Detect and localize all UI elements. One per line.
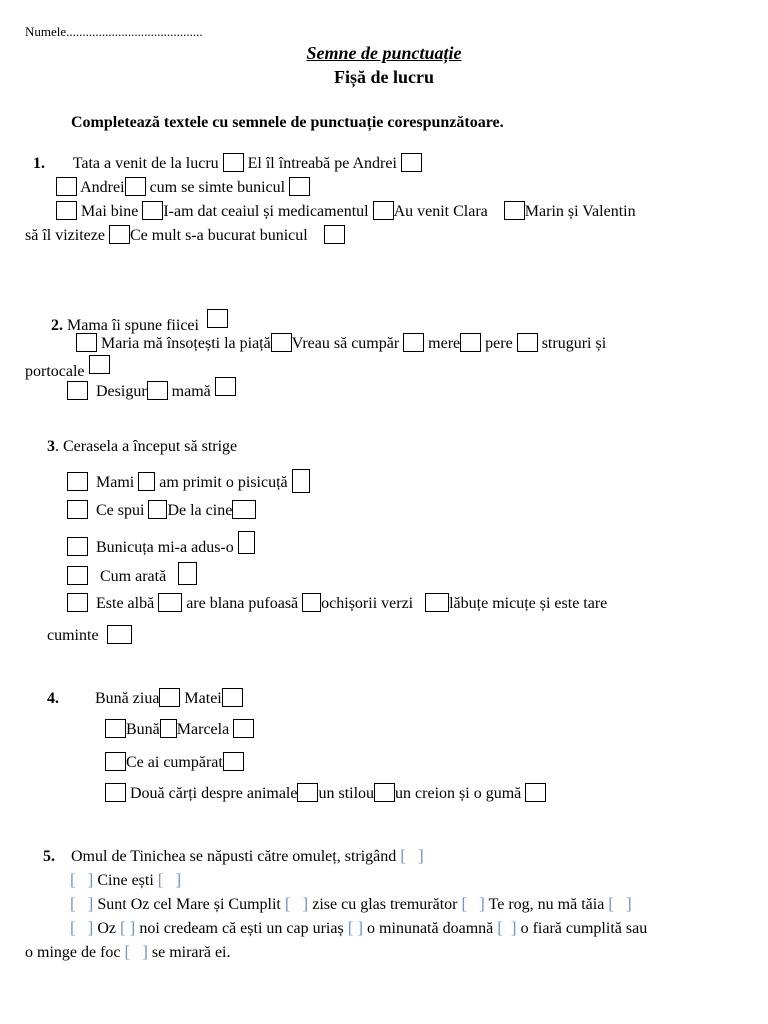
- answer-box[interactable]: [107, 625, 132, 644]
- sentence-text: cuminte: [47, 627, 99, 644]
- exercise-5-line-3: [70, 894, 632, 915]
- answer-box[interactable]: [147, 381, 168, 400]
- answer-bracket-open[interactable]: [: [284, 894, 291, 913]
- answer-box[interactable]: [223, 752, 244, 771]
- answer-box[interactable]: [105, 752, 126, 771]
- answer-box[interactable]: [67, 500, 88, 519]
- sentence-text: mamă: [171, 383, 211, 400]
- answer-box[interactable]: [271, 333, 292, 352]
- answer-box[interactable]: [517, 333, 538, 352]
- exercise-3-line-3: [67, 500, 256, 521]
- sentence-text: pere: [485, 335, 513, 352]
- sentence-text: Ce mult s-a bucurat bunicul: [129, 227, 308, 244]
- answer-box[interactable]: [148, 500, 167, 519]
- answer-box[interactable]: [302, 593, 321, 612]
- answer-box[interactable]: [403, 333, 424, 352]
- answer-box[interactable]: [138, 472, 155, 491]
- exercise-5-line-2: [70, 870, 181, 891]
- answer-bracket-open[interactable]: [: [120, 918, 126, 937]
- answer-box[interactable]: [373, 201, 394, 220]
- exercise-number: 3: [47, 438, 55, 455]
- sentence-text: Mai bine: [81, 203, 139, 220]
- sentence-text: . Cerasela a început să strige: [55, 438, 238, 455]
- sentence-text: Marcela: [176, 721, 230, 738]
- sentence-text: Andrei: [80, 179, 125, 196]
- sentence-text: cum se simte bunicul: [149, 179, 286, 196]
- exercise-5-line-5: [25, 942, 231, 963]
- answer-box[interactable]: [223, 153, 244, 172]
- answer-bracket-open[interactable]: [: [124, 942, 131, 961]
- sentence-text: Mama îi spune fiicei: [67, 317, 199, 334]
- answer-box[interactable]: [374, 783, 395, 802]
- sentence-text: Te rog, nu mă tăia: [488, 896, 605, 913]
- exercise-2-line-2: [76, 333, 606, 354]
- answer-box[interactable]: [105, 719, 126, 738]
- sentence-text: El îl întreabă pe Andrei: [247, 155, 397, 172]
- answer-bracket-open[interactable]: [: [157, 870, 164, 889]
- answer-box[interactable]: [460, 333, 481, 352]
- answer-box[interactable]: [67, 381, 88, 400]
- sentence-text: o fiară cumplită sau: [520, 920, 648, 937]
- sentence-text: lăbuțe micuțe și este tare: [449, 595, 608, 612]
- sentence-text: mere: [428, 335, 461, 352]
- answer-bracket-close[interactable]: ]: [357, 918, 364, 937]
- exercise-4-line-1: [47, 688, 243, 709]
- answer-bracket-close[interactable]: ]: [175, 870, 182, 889]
- sentence-text: Oz: [97, 920, 116, 937]
- answer-bracket-close[interactable]: ]: [142, 942, 148, 961]
- sentence-text: am primit o pisicuță: [159, 474, 288, 491]
- answer-box[interactable]: [232, 500, 256, 519]
- exercise-3-line-5: [67, 562, 197, 587]
- exercise-4-line-2: [105, 719, 254, 740]
- answer-box[interactable]: [292, 469, 310, 493]
- answer-box[interactable]: [56, 201, 77, 220]
- answer-bracket-open[interactable]: [: [70, 894, 76, 913]
- answer-box[interactable]: [67, 472, 88, 491]
- sentence-text: I-am dat ceaiul și medicamentul: [163, 203, 369, 220]
- name-field-label: Numele..........................................: [25, 24, 203, 39]
- sentence-text: Cine ești: [97, 872, 154, 889]
- answer-bracket-open[interactable]: [: [347, 918, 354, 937]
- sentence-text: să îl viziteze: [25, 227, 105, 244]
- answer-bracket-open[interactable]: [: [70, 870, 76, 889]
- answer-bracket-close[interactable]: ]: [87, 918, 94, 937]
- sentence-text: Bună: [126, 721, 160, 738]
- sentence-text: Matei: [184, 690, 222, 707]
- answer-bracket-close[interactable]: ]: [510, 918, 517, 937]
- document-title: Semne de punctuație: [306, 43, 462, 63]
- exercise-number: 2.: [51, 317, 63, 334]
- answer-bracket-close[interactable]: ]: [625, 894, 632, 913]
- sentence-text: o minge de foc: [25, 944, 121, 961]
- sentence-text: Au venit Clara: [393, 203, 488, 220]
- answer-box[interactable]: [67, 566, 88, 585]
- answer-bracket-close[interactable]: ]: [87, 870, 94, 889]
- answer-bracket-close[interactable]: ]: [302, 894, 309, 913]
- sentence-text: ochișorii verzi: [321, 595, 414, 612]
- answer-box[interactable]: [178, 562, 197, 585]
- exercise-1-line-2: [56, 177, 310, 198]
- answer-box[interactable]: [142, 201, 163, 220]
- sentence-text: Omul de Tinichea se năpusti către omuleț, strigând: [71, 848, 397, 865]
- document-subtitle: Fișă de lucru: [333, 67, 434, 87]
- sentence-text: Marin și Valentin: [524, 203, 636, 220]
- answer-box[interactable]: [109, 225, 130, 244]
- sentence-text: o minunată doamnă: [367, 920, 494, 937]
- exercise-3-line-6: [67, 593, 607, 614]
- sentence-text: Ce spui: [96, 502, 145, 519]
- answer-bracket-open[interactable]: [: [461, 894, 468, 913]
- answer-bracket-open[interactable]: [: [608, 894, 614, 913]
- sentence-text: un creion și o gumă: [395, 785, 522, 802]
- exercise-2-line-1: [51, 309, 228, 336]
- answer-box[interactable]: [425, 593, 449, 612]
- answer-bracket-open[interactable]: [: [497, 918, 503, 937]
- exercise-5-line-4: [70, 918, 647, 939]
- sentence-text: Maria mă însoțești la piață: [101, 335, 271, 352]
- sentence-text: un stilou: [318, 785, 375, 802]
- exercise-1-line-3: [56, 201, 636, 222]
- answer-box[interactable]: [289, 177, 310, 196]
- answer-box[interactable]: [401, 153, 422, 172]
- exercise-2-line-4: [67, 377, 236, 402]
- answer-box[interactable]: [159, 688, 180, 707]
- sentence-text: De la cine: [167, 502, 233, 519]
- sentence-text: Sunt Oz cel Mare și Cumplit: [97, 896, 281, 913]
- exercise-5-line-1: [43, 846, 424, 867]
- answer-box[interactable]: [67, 593, 88, 612]
- exercise-number: 5.: [43, 848, 55, 865]
- exercise-1-line-1: [33, 153, 422, 174]
- answer-bracket-close[interactable]: ]: [417, 846, 424, 865]
- sentence-text: Bunicuța mi-a adus-o: [96, 539, 234, 556]
- answer-bracket-open[interactable]: [: [400, 846, 406, 865]
- sentence-text: Cum arată: [100, 568, 167, 585]
- answer-bracket-close[interactable]: ]: [479, 894, 485, 913]
- exercise-number: 1.: [33, 155, 45, 172]
- answer-box[interactable]: [525, 783, 546, 802]
- sentence-text: Tata a venit de la lucru: [72, 155, 219, 172]
- sentence-text: struguri și: [541, 335, 607, 352]
- answer-box[interactable]: [207, 309, 228, 328]
- answer-box[interactable]: [76, 333, 97, 352]
- sentence-text: Două cărți despre animale: [130, 785, 298, 802]
- answer-box[interactable]: [125, 177, 146, 196]
- answer-box[interactable]: [233, 719, 254, 738]
- answer-box[interactable]: [105, 783, 126, 802]
- sentence-text: Vreau să cumpăr: [291, 335, 400, 352]
- sentence-text: portocale: [25, 363, 85, 380]
- answer-box[interactable]: [56, 177, 77, 196]
- answer-box[interactable]: [89, 355, 110, 374]
- sentence-text: noi credeam că ești un cap uriaș: [139, 920, 344, 937]
- answer-bracket-close[interactable]: ]: [87, 894, 94, 913]
- sentence-text: Bună ziua: [95, 690, 160, 707]
- answer-box[interactable]: [238, 531, 255, 554]
- answer-box[interactable]: [67, 537, 88, 556]
- sentence-text: Ce ai cumpărat: [126, 754, 223, 771]
- answer-box[interactable]: [324, 225, 345, 244]
- answer-box[interactable]: [222, 688, 243, 707]
- exercise-4-line-3: [105, 752, 244, 773]
- exercise-3-line-4: [67, 531, 255, 558]
- exercise-3-line-2: [67, 469, 310, 493]
- instruction-text: Completează textele cu semnele de punctuație corespunzătoare.: [71, 114, 504, 131]
- answer-box[interactable]: [160, 719, 177, 738]
- answer-box[interactable]: [297, 783, 318, 802]
- exercise-3-line-1: [47, 437, 237, 457]
- sentence-text: se mirară ei.: [151, 944, 231, 961]
- sentence-text: zise cu glas tremurător: [312, 896, 458, 913]
- exercise-4-line-4: [105, 783, 546, 804]
- sentence-text: are blana pufoasă: [186, 595, 299, 612]
- answer-box[interactable]: [504, 201, 525, 220]
- answer-box[interactable]: [215, 377, 236, 396]
- answer-bracket-open[interactable]: [: [70, 918, 76, 937]
- exercise-number: 4.: [47, 690, 59, 707]
- exercise-3-line-7: [47, 625, 132, 646]
- answer-box[interactable]: [158, 593, 182, 612]
- sentence-text: Este albă: [96, 595, 155, 612]
- exercise-1-line-4: [25, 225, 345, 246]
- answer-bracket-close[interactable]: ]: [129, 918, 136, 937]
- sentence-text: Mami: [96, 474, 135, 491]
- sentence-text: Desigur: [96, 383, 147, 400]
